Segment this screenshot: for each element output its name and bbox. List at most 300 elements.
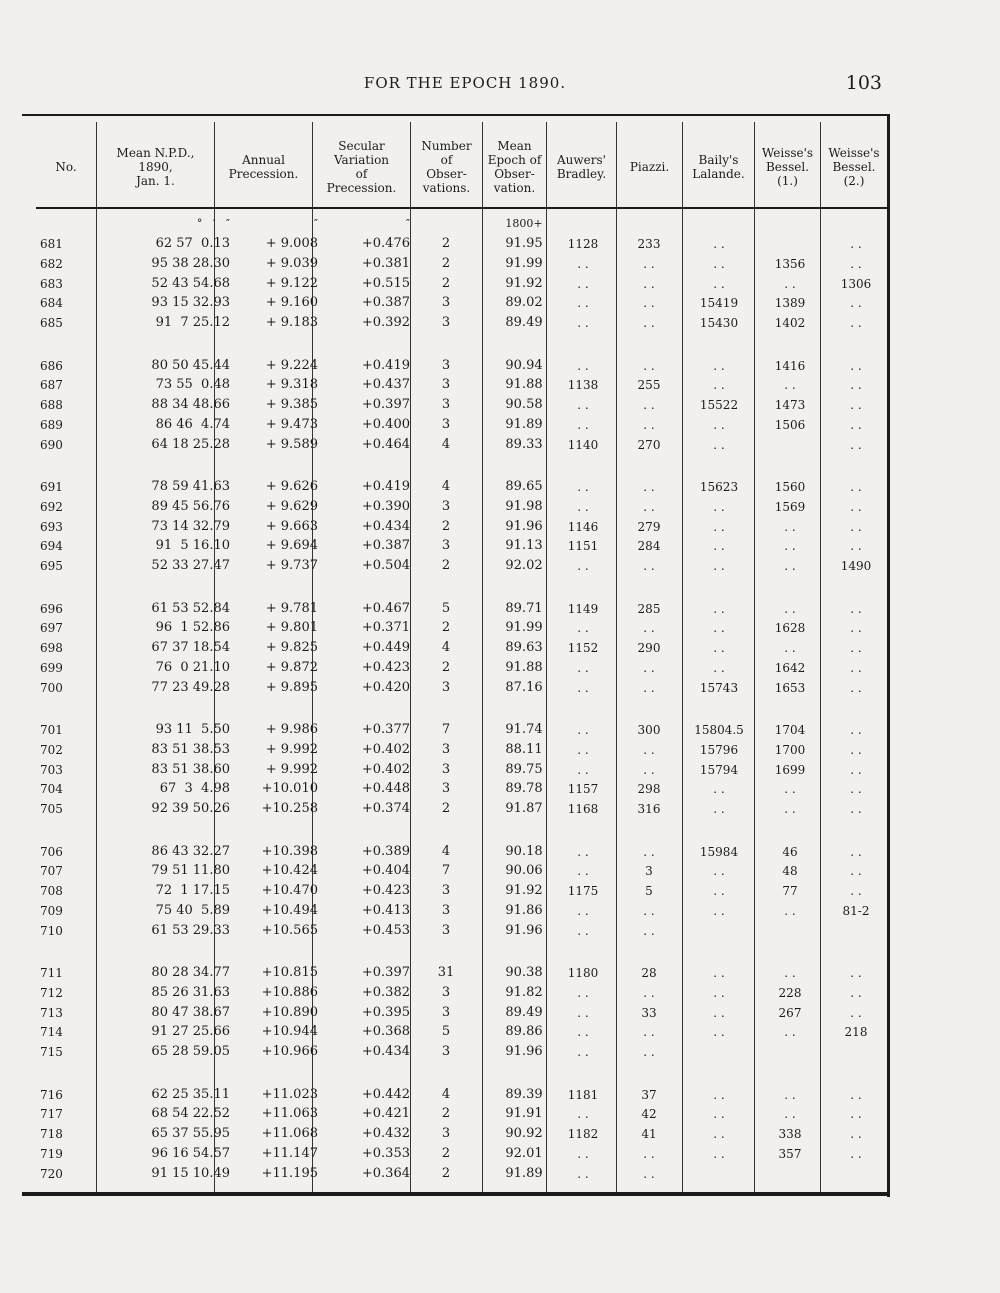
weisse-bessel-2-cell: . . bbox=[850, 884, 862, 899]
annual-precession-cell: + 9.872 bbox=[265, 659, 318, 675]
weisse-bessel-1-cell: 48 bbox=[782, 864, 798, 879]
mean-epoch-cell: 89.71 bbox=[505, 600, 543, 616]
weisse-bessel-1-cell bbox=[757, 435, 823, 455]
mean-npd-cell: 96 1 52.86 bbox=[155, 620, 230, 636]
mean-npd-cell: 83 51 38.60 bbox=[151, 761, 230, 777]
table-row bbox=[22, 356, 888, 376]
mean-npd-cell: 89 45 56.76 bbox=[151, 498, 230, 514]
weisse-bessel-2-cell: . . bbox=[850, 742, 862, 757]
baily-lalande-cell: . . bbox=[713, 1146, 725, 1161]
piazzi-cell: . . bbox=[643, 844, 655, 859]
star-number-cell: 687 bbox=[40, 378, 63, 393]
header-weisse-bessel-1: Weisse's Bessel. (1.) bbox=[761, 146, 814, 188]
weisse-bessel-2-cell bbox=[823, 1164, 889, 1184]
weisse-bessel-1-cell: 1628 bbox=[774, 621, 806, 636]
piazzi-cell: 279 bbox=[637, 519, 661, 534]
baily-lalande-cell: . . bbox=[713, 903, 725, 918]
annual-precession-cell: + 9.992 bbox=[265, 741, 318, 757]
weisse-bessel-2-cell: . . bbox=[850, 237, 862, 251]
mean-npd-cell: 52 33 27.47 bbox=[151, 558, 230, 574]
baily-lalande-cell: . . bbox=[713, 641, 725, 656]
table-row bbox=[22, 983, 888, 1003]
weisse-bessel-2-cell bbox=[823, 921, 889, 941]
auwers-bradley-cell: . . bbox=[577, 1166, 589, 1181]
secular-variation-cell: +0.387 bbox=[361, 295, 410, 311]
weisse-bessel-1-cell: 1704 bbox=[774, 723, 806, 737]
number-of-observations-cell: 7 bbox=[441, 722, 451, 737]
piazzi-cell: 37 bbox=[641, 1087, 657, 1102]
number-of-observations-cell: 2 bbox=[441, 518, 451, 534]
table-row bbox=[22, 740, 888, 760]
mean-npd-cell: 85 26 31.63 bbox=[151, 984, 230, 1000]
table-row bbox=[22, 638, 888, 658]
star-number-cell: 708 bbox=[40, 884, 63, 899]
baily-lalande-cell: . . bbox=[713, 601, 725, 616]
number-of-observations-cell: 3 bbox=[441, 498, 451, 514]
secular-variation-cell: +0.423 bbox=[361, 659, 410, 675]
mean-epoch-cell: 89.86 bbox=[505, 1024, 543, 1040]
secular-variation-cell: +0.419 bbox=[361, 479, 410, 494]
secular-variation-cell: +0.432 bbox=[361, 1126, 410, 1142]
mean-npd-cell: 73 55 0.48 bbox=[155, 377, 230, 393]
annual-precession-cell: + 9.039 bbox=[265, 255, 318, 271]
mean-epoch-cell: 89.33 bbox=[505, 436, 543, 452]
star-number-cell: 690 bbox=[40, 437, 63, 452]
auwers-bradley-cell: . . bbox=[577, 296, 589, 311]
table-row bbox=[22, 497, 888, 517]
number-of-observations-cell: 3 bbox=[441, 984, 451, 1000]
auwers-bradley-cell: 1138 bbox=[567, 378, 599, 393]
number-of-observations-cell: 2 bbox=[441, 255, 451, 271]
number-of-observations-cell: 2 bbox=[441, 1165, 451, 1181]
table-row bbox=[22, 1085, 888, 1105]
number-of-observations-cell: 2 bbox=[441, 275, 451, 291]
piazzi-cell: . . bbox=[643, 316, 655, 331]
auwers-bradley-cell: 1181 bbox=[567, 1087, 599, 1102]
star-number-cell: 691 bbox=[40, 480, 63, 494]
table-row bbox=[22, 395, 888, 415]
weisse-bessel-2-cell: . . bbox=[850, 621, 862, 636]
auwers-bradley-cell: 1168 bbox=[567, 802, 599, 817]
annual-precession-cell: + 9.385 bbox=[265, 397, 318, 413]
star-number-cell: 704 bbox=[40, 782, 63, 797]
mean-epoch-cell: 92.01 bbox=[505, 1145, 543, 1161]
piazzi-cell: 298 bbox=[637, 782, 661, 797]
star-number-cell: 694 bbox=[40, 539, 63, 554]
number-of-observations-cell: 3 bbox=[441, 315, 451, 331]
baily-lalande-cell: 15794 bbox=[699, 762, 739, 777]
weisse-bessel-2-cell: . . bbox=[850, 762, 862, 777]
baily-lalande-cell: . . bbox=[713, 519, 725, 534]
mean-npd-cell: 78 59 41.63 bbox=[151, 479, 230, 494]
baily-lalande-cell: 15984 bbox=[699, 844, 739, 859]
weisse-bessel-1-cell: 1642 bbox=[774, 660, 806, 675]
secular-variation-cell: +0.397 bbox=[361, 965, 410, 980]
mean-npd-cell: 73 14 32.79 bbox=[151, 518, 230, 534]
baily-lalande-cell: . . bbox=[713, 884, 725, 899]
table-row bbox=[22, 842, 888, 862]
secular-variation-cell: +0.515 bbox=[361, 275, 410, 291]
annual-precession-cell: + 9.737 bbox=[265, 558, 318, 574]
star-number-cell: 717 bbox=[40, 1107, 63, 1122]
piazzi-cell: . . bbox=[643, 296, 655, 311]
number-of-observations-cell: 3 bbox=[441, 1004, 451, 1020]
secular-variation-cell: +0.464 bbox=[361, 436, 410, 452]
mean-epoch-cell: 91.87 bbox=[505, 801, 543, 817]
mean-epoch-cell: 87.16 bbox=[505, 679, 543, 695]
auwers-bradley-cell: . . bbox=[577, 499, 589, 514]
annual-precession-cell: +10.424 bbox=[261, 863, 318, 879]
table-row bbox=[22, 678, 888, 698]
weisse-bessel-2-cell bbox=[823, 1042, 889, 1062]
piazzi-cell: . . bbox=[643, 923, 655, 938]
secular-variation-cell: +0.368 bbox=[361, 1024, 410, 1040]
weisse-bessel-2-cell: . . bbox=[850, 782, 862, 797]
star-number-cell: 692 bbox=[40, 499, 63, 514]
secular-variation-cell: +0.374 bbox=[361, 801, 410, 817]
baily-lalande-cell bbox=[683, 1042, 755, 1062]
secular-variation-cell: +0.402 bbox=[361, 741, 410, 757]
mean-npd-cell: 91 27 25.66 bbox=[151, 1024, 230, 1040]
baily-lalande-cell: 15804.5 bbox=[694, 723, 744, 737]
weisse-bessel-2-cell: . . bbox=[850, 723, 862, 737]
table-row bbox=[22, 313, 888, 333]
table-row bbox=[22, 881, 888, 901]
piazzi-cell: . . bbox=[643, 660, 655, 675]
number-of-observations-cell: 7 bbox=[441, 863, 451, 879]
annual-precession-cell: + 9.629 bbox=[265, 498, 318, 514]
baily-lalande-cell: . . bbox=[713, 1005, 725, 1020]
piazzi-cell: 33 bbox=[641, 1005, 657, 1020]
weisse-bessel-1-cell: 1506 bbox=[774, 417, 806, 432]
weisse-bessel-1-cell: 1416 bbox=[774, 358, 806, 373]
star-catalogue-table bbox=[22, 114, 890, 1197]
star-number-cell: 715 bbox=[40, 1045, 63, 1060]
auwers-bradley-cell: 1152 bbox=[567, 641, 599, 656]
auwers-bradley-cell: 1149 bbox=[567, 601, 599, 616]
annual-precession-cell: + 9.895 bbox=[265, 679, 318, 695]
star-number-cell: 682 bbox=[40, 256, 63, 271]
mean-epoch-cell: 91.74 bbox=[505, 722, 543, 737]
table-row bbox=[22, 517, 888, 537]
mean-epoch-cell: 91.89 bbox=[505, 416, 543, 432]
number-of-observations-cell: 3 bbox=[441, 883, 451, 899]
baily-lalande-cell: . . bbox=[713, 802, 725, 817]
table-row bbox=[22, 1104, 888, 1124]
number-of-observations-cell: 2 bbox=[441, 1106, 451, 1122]
star-number-cell: 686 bbox=[40, 358, 63, 373]
mean-npd-cell: 62 57 0.13 bbox=[155, 236, 230, 251]
mean-epoch-cell: 91.95 bbox=[505, 236, 543, 251]
mean-epoch-cell: 91.91 bbox=[505, 1106, 543, 1122]
mean-npd-cell: 80 50 45.44 bbox=[151, 357, 230, 373]
table-row bbox=[22, 963, 888, 983]
table-row bbox=[22, 1022, 888, 1042]
star-number-cell: 709 bbox=[40, 903, 63, 918]
secular-variation-cell: +0.476 bbox=[361, 236, 410, 251]
weisse-bessel-2-cell: . . bbox=[850, 519, 862, 534]
star-number-cell: 718 bbox=[40, 1127, 63, 1142]
auwers-bradley-cell: . . bbox=[577, 1005, 589, 1020]
baily-lalande-cell: . . bbox=[713, 499, 725, 514]
star-number-cell: 713 bbox=[40, 1005, 63, 1020]
annual-precession-cell: + 9.122 bbox=[265, 275, 318, 291]
header-baily-lalande: Baily's Lalande. bbox=[692, 153, 745, 181]
number-of-observations-cell: 3 bbox=[441, 1126, 451, 1142]
weisse-bessel-2-cell: . . bbox=[850, 802, 862, 817]
piazzi-cell: . . bbox=[643, 499, 655, 514]
weisse-bessel-2-cell: . . bbox=[850, 641, 862, 656]
baily-lalande-cell: . . bbox=[713, 782, 725, 797]
number-of-observations-cell: 3 bbox=[441, 679, 451, 695]
weisse-bessel-2-cell: . . bbox=[850, 864, 862, 879]
number-of-observations-cell: 4 bbox=[441, 843, 451, 859]
number-of-observations-cell: 3 bbox=[441, 416, 451, 432]
auwers-bradley-cell: . . bbox=[577, 480, 589, 494]
piazzi-cell: . . bbox=[643, 559, 655, 574]
weisse-bessel-1-cell: . . bbox=[784, 1087, 796, 1102]
baily-lalande-cell: . . bbox=[713, 1087, 725, 1102]
baily-lalande-cell: . . bbox=[713, 621, 725, 636]
star-number-cell: 720 bbox=[40, 1166, 63, 1181]
annual-precession-cell: +11.063 bbox=[261, 1106, 318, 1122]
weisse-bessel-2-cell: . . bbox=[850, 437, 862, 452]
piazzi-cell: . . bbox=[643, 276, 655, 291]
weisse-bessel-2-cell: . . bbox=[850, 985, 862, 1000]
star-number-cell: 712 bbox=[40, 985, 63, 1000]
header-mean-npd: Mean N.P.D., 1890, Jan. 1. bbox=[116, 146, 195, 188]
mean-epoch-cell: 89.65 bbox=[505, 479, 543, 494]
annual-precession-cell: + 9.825 bbox=[265, 640, 318, 656]
weisse-bessel-1-cell: 1699 bbox=[774, 762, 806, 777]
weisse-bessel-2-cell: . . bbox=[850, 966, 862, 980]
weisse-bessel-1-cell bbox=[757, 1042, 823, 1062]
table-row bbox=[22, 1124, 888, 1144]
baily-lalande-cell: . . bbox=[713, 276, 725, 291]
star-number-cell: 710 bbox=[40, 923, 63, 938]
auwers-bradley-cell: 1151 bbox=[567, 539, 599, 554]
mean-epoch-cell: 91.99 bbox=[505, 620, 543, 636]
header-mean-epoch: Mean Epoch of Obser- vation. bbox=[487, 139, 542, 195]
mean-npd-cell: 80 28 34.77 bbox=[151, 965, 230, 980]
annual-precession-cell: +11.195 bbox=[261, 1165, 318, 1181]
number-of-observations-cell: 2 bbox=[441, 620, 451, 636]
baily-lalande-cell: 15743 bbox=[699, 680, 739, 695]
annual-precession-cell: + 9.801 bbox=[265, 620, 318, 636]
secular-variation-cell: +0.364 bbox=[361, 1165, 410, 1181]
unit-precession: ″ bbox=[313, 217, 318, 230]
table-row bbox=[22, 435, 888, 455]
annual-precession-cell: + 9.589 bbox=[265, 436, 318, 452]
number-of-observations-cell: 3 bbox=[441, 922, 451, 938]
weisse-bessel-2-cell: . . bbox=[850, 1107, 862, 1122]
secular-variation-cell: +0.404 bbox=[361, 863, 410, 879]
number-of-observations-cell: 3 bbox=[441, 538, 451, 554]
baily-lalande-cell: 15796 bbox=[699, 742, 739, 757]
number-of-observations-cell: 2 bbox=[441, 659, 451, 675]
piazzi-cell: . . bbox=[643, 1045, 655, 1060]
piazzi-cell: . . bbox=[643, 621, 655, 636]
baily-lalande-cell: . . bbox=[713, 1127, 725, 1142]
table-row bbox=[22, 1144, 888, 1164]
secular-variation-cell: +0.402 bbox=[361, 761, 410, 777]
weisse-bessel-1-cell: . . bbox=[784, 1025, 796, 1040]
star-number-cell: 711 bbox=[40, 966, 63, 980]
weisse-bessel-2-cell: . . bbox=[850, 417, 862, 432]
annual-precession-cell: +11.068 bbox=[261, 1126, 318, 1142]
weisse-bessel-1-cell: 1560 bbox=[774, 480, 806, 494]
auwers-bradley-cell: . . bbox=[577, 316, 589, 331]
baily-lalande-cell: . . bbox=[713, 966, 725, 980]
piazzi-cell: . . bbox=[643, 256, 655, 271]
table-row bbox=[22, 234, 888, 254]
weisse-bessel-2-cell: 1306 bbox=[840, 276, 872, 291]
annual-precession-cell: +11.147 bbox=[261, 1145, 318, 1161]
mean-epoch-cell: 89.78 bbox=[505, 781, 543, 797]
auwers-bradley-cell: . . bbox=[577, 864, 589, 879]
annual-precession-cell: + 9.663 bbox=[265, 518, 318, 534]
mean-npd-cell: 65 28 59.05 bbox=[151, 1044, 230, 1060]
mean-npd-cell: 93 15 32.93 bbox=[151, 295, 230, 311]
mean-epoch-cell: 90.94 bbox=[505, 357, 543, 373]
star-number-cell: 684 bbox=[40, 296, 63, 311]
baily-lalande-cell bbox=[683, 1164, 755, 1184]
weisse-bessel-2-cell: . . bbox=[850, 296, 862, 311]
mean-epoch-cell: 91.86 bbox=[505, 902, 543, 918]
number-of-observations-cell: 3 bbox=[441, 1044, 451, 1060]
number-of-observations-cell: 31 bbox=[437, 965, 455, 980]
piazzi-cell: . . bbox=[643, 903, 655, 918]
secular-variation-cell: +0.413 bbox=[361, 902, 410, 918]
baily-lalande-cell: . . bbox=[713, 1025, 725, 1040]
secular-variation-cell: +0.423 bbox=[361, 883, 410, 899]
annual-precession-cell: + 9.160 bbox=[265, 295, 318, 311]
header-rule bbox=[36, 207, 888, 209]
auwers-bradley-cell: . . bbox=[577, 256, 589, 271]
mean-epoch-cell: 89.75 bbox=[505, 761, 543, 777]
annual-precession-cell: + 9.183 bbox=[265, 315, 318, 331]
piazzi-cell: . . bbox=[643, 417, 655, 432]
auwers-bradley-cell: 1157 bbox=[567, 782, 599, 797]
mean-npd-cell: 68 54 22.52 bbox=[151, 1106, 230, 1122]
baily-lalande-cell: . . bbox=[713, 358, 725, 373]
star-number-cell: 714 bbox=[40, 1025, 63, 1040]
annual-precession-cell: +10.966 bbox=[261, 1044, 318, 1060]
header-weisse-bessel-2: Weisse's Bessel. (2.) bbox=[828, 146, 880, 188]
piazzi-cell: 41 bbox=[641, 1127, 657, 1142]
secular-variation-cell: +0.395 bbox=[361, 1004, 410, 1020]
annual-precession-cell: + 9.694 bbox=[265, 538, 318, 554]
annual-precession-cell: +10.258 bbox=[261, 801, 318, 817]
weisse-bessel-2-cell: . . bbox=[850, 1087, 862, 1102]
annual-precession-cell: + 9.781 bbox=[265, 600, 318, 616]
mean-epoch-cell: 91.88 bbox=[505, 377, 543, 393]
baily-lalande-cell: . . bbox=[713, 660, 725, 675]
number-of-observations-cell: 2 bbox=[441, 558, 451, 574]
number-of-observations-cell: 3 bbox=[441, 397, 451, 413]
star-number-cell: 702 bbox=[40, 742, 63, 757]
star-number-cell: 693 bbox=[40, 519, 63, 534]
auwers-bradley-cell: 1128 bbox=[567, 237, 599, 251]
baily-lalande-cell bbox=[683, 921, 755, 941]
annual-precession-cell: + 9.626 bbox=[265, 479, 318, 494]
baily-lalande-cell: . . bbox=[713, 1107, 725, 1122]
table-row bbox=[22, 477, 888, 497]
weisse-bessel-1-cell: . . bbox=[784, 378, 796, 393]
piazzi-cell: . . bbox=[643, 762, 655, 777]
baily-lalande-cell: . . bbox=[713, 417, 725, 432]
auwers-bradley-cell: . . bbox=[577, 742, 589, 757]
piazzi-cell: . . bbox=[643, 1146, 655, 1161]
weisse-bessel-1-cell: . . bbox=[784, 1107, 796, 1122]
table-bottom-rule bbox=[22, 1192, 890, 1196]
mean-epoch-cell: 88.11 bbox=[505, 741, 543, 757]
secular-variation-cell: +0.434 bbox=[361, 1044, 410, 1060]
weisse-bessel-1-cell: 267 bbox=[778, 1005, 802, 1020]
weisse-bessel-1-cell: 1389 bbox=[774, 296, 806, 311]
mean-npd-cell: 62 25 35.11 bbox=[151, 1086, 230, 1102]
piazzi-cell: 42 bbox=[641, 1107, 657, 1122]
annual-precession-cell: +10.398 bbox=[261, 843, 318, 859]
baily-lalande-cell: . . bbox=[713, 378, 725, 393]
baily-lalande-cell: 15430 bbox=[699, 316, 739, 331]
weisse-bessel-1-cell: 338 bbox=[778, 1127, 802, 1142]
piazzi-cell: . . bbox=[643, 398, 655, 413]
mean-epoch-cell: 91.88 bbox=[505, 659, 543, 675]
number-of-observations-cell: 3 bbox=[441, 357, 451, 373]
auwers-bradley-cell: . . bbox=[577, 398, 589, 413]
table-row bbox=[22, 760, 888, 780]
mean-epoch-cell: 89.02 bbox=[505, 295, 543, 311]
auwers-bradley-cell: . . bbox=[577, 762, 589, 777]
star-number-cell: 698 bbox=[40, 641, 63, 656]
table-row bbox=[22, 415, 888, 435]
star-number-cell: 685 bbox=[40, 316, 63, 331]
secular-variation-cell: +0.397 bbox=[361, 397, 410, 413]
number-of-observations-cell: 3 bbox=[441, 781, 451, 797]
mean-epoch-cell: 91.96 bbox=[505, 518, 543, 534]
star-number-cell: 707 bbox=[40, 864, 63, 879]
weisse-bessel-1-cell bbox=[757, 921, 823, 941]
weisse-bessel-1-cell: . . bbox=[784, 559, 796, 574]
mean-npd-cell: 80 47 38.67 bbox=[151, 1004, 230, 1020]
table-row bbox=[22, 720, 888, 740]
weisse-bessel-2-cell: 1490 bbox=[840, 559, 872, 574]
piazzi-cell: 5 bbox=[645, 884, 653, 899]
page-title: FOR THE EPOCH 1890. bbox=[363, 74, 567, 92]
mean-epoch-cell: 90.38 bbox=[505, 965, 543, 980]
weisse-bessel-1-cell: 46 bbox=[782, 844, 798, 859]
header-annual-precession: Annual Precession. bbox=[228, 153, 299, 181]
annual-precession-cell: +10.890 bbox=[261, 1004, 318, 1020]
star-number-cell: 695 bbox=[40, 559, 63, 574]
mean-npd-cell: 88 34 48.66 bbox=[151, 397, 230, 413]
piazzi-cell: . . bbox=[643, 358, 655, 373]
weisse-bessel-1-cell: . . bbox=[784, 966, 796, 980]
annual-precession-cell: +10.470 bbox=[261, 883, 318, 899]
weisse-bessel-2-cell: . . bbox=[850, 1127, 862, 1142]
weisse-bessel-1-cell: 77 bbox=[782, 884, 798, 899]
star-number-cell: 696 bbox=[40, 601, 63, 616]
mean-npd-cell: 91 15 10.49 bbox=[151, 1165, 230, 1181]
auwers-bradley-cell: . . bbox=[577, 1025, 589, 1040]
baily-lalande-cell: 15419 bbox=[699, 296, 739, 311]
auwers-bradley-cell: . . bbox=[577, 621, 589, 636]
piazzi-cell: 316 bbox=[637, 802, 661, 817]
auwers-bradley-cell: . . bbox=[577, 903, 589, 918]
secular-variation-cell: +0.442 bbox=[361, 1086, 410, 1102]
unit-secular: ″ bbox=[405, 217, 410, 230]
